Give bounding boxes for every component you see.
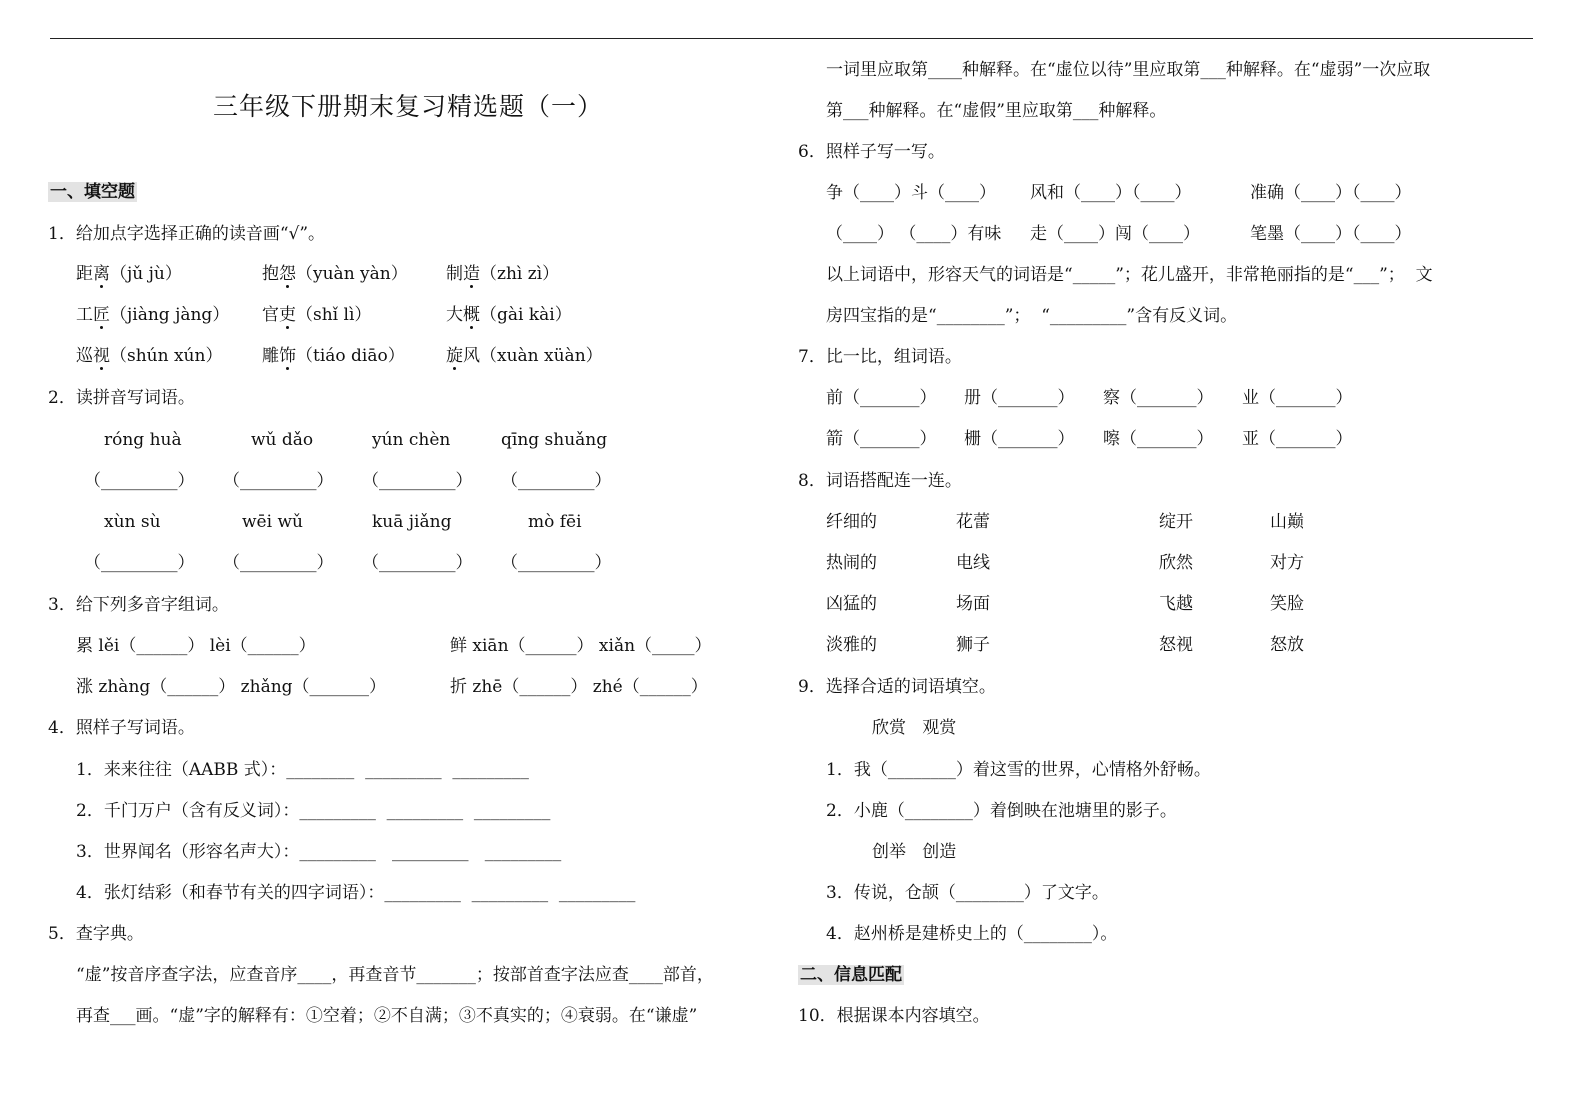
pinyin-options: （jiàng jàng） xyxy=(110,305,230,325)
q5-para-line2: 再查___画。“虚”字的解释有：①空着；②不自满；③不真实的；④衰弱。在“谦虚” xyxy=(76,1006,698,1026)
q5-para-line3: 一词里应取第____种解释。在“虚位以待”里应取第___种解释。在“虚弱”一次应取 xyxy=(826,60,1431,80)
q1-item: 距离（jǔ jù） xyxy=(76,264,182,284)
q9-word-choices-2: 创举 创造 xyxy=(872,842,957,862)
q6-r2-b: 走（____）闯（____） xyxy=(1030,224,1200,244)
dotted-character: 怨 xyxy=(279,264,296,284)
match-word: 狮子 xyxy=(956,635,990,655)
match-word: 欣然 xyxy=(1159,553,1193,573)
match-word: 淡雅的 xyxy=(826,635,877,655)
compare-item: 册（_______） xyxy=(964,388,1075,408)
top-rule xyxy=(50,38,1533,39)
q9-word-choices-1: 欣赏 观赏 xyxy=(872,718,957,738)
q9-item3: 3．传说，仓颉（________）了文字。 xyxy=(826,883,1109,903)
compare-item: 嚓（_______） xyxy=(1103,429,1214,449)
match-word: 飞越 xyxy=(1159,594,1193,614)
answer-blank: （_________） xyxy=(362,553,473,573)
match-word: 山巅 xyxy=(1270,512,1304,532)
pinyin-options: （jǔ jù） xyxy=(110,264,182,284)
match-word: 笑脸 xyxy=(1270,594,1304,614)
q10-stem: 10．根据课本内容填空。 xyxy=(798,1006,990,1026)
q3-line1a: 累 lěi（______） lèi（______） xyxy=(76,636,316,656)
answer-blank: （_________） xyxy=(362,471,473,491)
q8-stem: 8．词语搭配连一连。 xyxy=(798,471,962,491)
section-heading-info-match: 二、信息匹配 xyxy=(800,965,902,985)
match-word: 电线 xyxy=(956,553,990,573)
pinyin-prompt: mò fēi xyxy=(528,512,582,532)
q3-stem: 3．给下列多音字组词。 xyxy=(48,595,229,615)
answer-blank: （_________） xyxy=(501,553,612,573)
q1-item: 大概（gài kài） xyxy=(446,305,572,325)
q1-item: 雕饰（tiáo diāo） xyxy=(262,346,405,366)
answer-blank: （_________） xyxy=(84,471,195,491)
q6-r2-a: （____） （____）有味 xyxy=(826,224,1002,244)
answer-blank: （_________） xyxy=(84,553,195,573)
q6-r1-b: 风和（____）（____） xyxy=(1030,183,1192,203)
pinyin-prompt: qīng shuǎng xyxy=(501,430,608,450)
pinyin-options: （shǐ lì） xyxy=(296,305,372,325)
q7-stem: 7．比一比，组词语。 xyxy=(798,347,962,367)
match-word: 对方 xyxy=(1270,553,1304,573)
pinyin-options: （tiáo diāo） xyxy=(296,346,405,366)
q2-stem: 2．读拼音写词语。 xyxy=(48,388,195,408)
q3-line2b: 折 zhē（______） zhé（______） xyxy=(450,677,708,697)
match-word: 绽开 xyxy=(1159,512,1193,532)
answer-blank: （_________） xyxy=(223,553,334,573)
dotted-character: 饰 xyxy=(279,346,296,366)
page-title: 三年级下册期末复习精选题（一） xyxy=(213,92,604,121)
pinyin-options: （gài kài） xyxy=(480,305,572,325)
q1-item: 工匠（jiàng jàng） xyxy=(76,305,230,325)
q6-para-line2: 房四宝指的是“________”； “_________”含有反义词。 xyxy=(826,306,1238,326)
match-word: 凶猛的 xyxy=(826,594,877,614)
pinyin-prompt: róng huà xyxy=(104,430,182,450)
pinyin-options: （shún xún） xyxy=(110,346,223,366)
q1-item: 巡视（shún xún） xyxy=(76,346,223,366)
dotted-character: 匠 xyxy=(93,305,110,325)
q9-stem: 9．选择合适的词语填空。 xyxy=(798,677,996,697)
compare-item: 察（_______） xyxy=(1103,388,1214,408)
q5-para-line4: 第___种解释。在“虚假”里应取第___种解释。 xyxy=(826,101,1167,121)
match-word: 热闹的 xyxy=(826,553,877,573)
dotted-character: 视 xyxy=(93,346,110,366)
dotted-character: 吏 xyxy=(279,305,296,325)
q6-stem: 6．照样子写一写。 xyxy=(798,142,945,162)
compare-item: 前（_______） xyxy=(826,388,937,408)
q4-item1: 1．来来往往（AABB 式）：________ _________ _________ xyxy=(76,760,529,780)
q4-item2: 2．千门万户（含有反义词）：_________ _________ _________ xyxy=(76,801,551,821)
compare-item: 箭（_______） xyxy=(826,429,937,449)
q3-line2a: 涨 zhàng（______） zhǎng（_______） xyxy=(76,677,387,697)
q5-para-line1: “虚”按音序查字法，应查音序____，再查音节_______；按部首查字法应查____部首， xyxy=(76,965,714,985)
compare-item: 亚（_______） xyxy=(1242,429,1353,449)
pinyin-prompt: xùn sù xyxy=(104,512,161,532)
match-word: 纤细的 xyxy=(826,512,877,532)
q1-item: 抱怨（yuàn yàn） xyxy=(262,264,408,284)
q6-r1-c: 准确（____）（____） xyxy=(1250,183,1412,203)
q6-r2-c: 笔墨（____）（____） xyxy=(1250,224,1412,244)
pinyin-options: （xuàn xüàn） xyxy=(480,346,603,366)
q6-para-line1: 以上词语中，形容天气的词语是“_____”；花儿盛开，非常艳丽指的是“___”； 文 xyxy=(826,265,1433,285)
q4-item4: 4．张灯结彩（和春节有关的四字词语）：_________ _________ _________ xyxy=(76,883,636,903)
section-heading-fill-blank: 一、填空题 xyxy=(50,182,135,202)
dotted-character: 旋 xyxy=(446,346,463,366)
q6-r1-a: 争（____）斗（____） xyxy=(826,183,996,203)
q1-item: 旋风（xuàn xüàn） xyxy=(446,346,603,366)
q9-item2: 2．小鹿（________）着倒映在池塘里的影子。 xyxy=(826,801,1177,821)
pinyin-prompt: wēi wǔ xyxy=(242,512,303,532)
dotted-character: 概 xyxy=(463,305,480,325)
q3-line1b: 鲜 xiān（______） xiǎn（_____） xyxy=(450,636,712,656)
q1-item: 制造（zhì zì） xyxy=(446,264,560,284)
pinyin-prompt: kuā jiǎng xyxy=(372,512,452,532)
match-word: 怒视 xyxy=(1159,635,1193,655)
pinyin-options: （zhì zì） xyxy=(480,264,560,284)
dotted-character: 离 xyxy=(93,264,110,284)
pinyin-options: （yuàn yàn） xyxy=(296,264,408,284)
match-word: 场面 xyxy=(956,594,990,614)
pinyin-prompt: wǔ dǎo xyxy=(251,430,314,450)
answer-blank: （_________） xyxy=(501,471,612,491)
compare-item: 业（_______） xyxy=(1242,388,1353,408)
q4-item3: 3．世界闻名（形容名声大）：_________ _________ _________ xyxy=(76,842,562,862)
q1-item: 官吏（shǐ lì） xyxy=(262,305,372,325)
answer-blank: （_________） xyxy=(223,471,334,491)
dotted-character: 造 xyxy=(463,264,480,284)
q9-item1: 1．我（________）着这雪的世界，心情格外舒畅。 xyxy=(826,760,1211,780)
compare-item: 栅（_______） xyxy=(964,429,1075,449)
q4-stem: 4．照样子写词语。 xyxy=(48,718,195,738)
q9-item4: 4．赵州桥是建桥史上的（________）。 xyxy=(826,924,1118,944)
pinyin-prompt: yún chèn xyxy=(372,430,451,450)
q1-stem: 1．给加点字选择正确的读音画“√”。 xyxy=(48,224,326,244)
q5-stem: 5．查字典。 xyxy=(48,924,144,944)
match-word: 怒放 xyxy=(1270,635,1304,655)
match-word: 花蕾 xyxy=(956,512,990,532)
